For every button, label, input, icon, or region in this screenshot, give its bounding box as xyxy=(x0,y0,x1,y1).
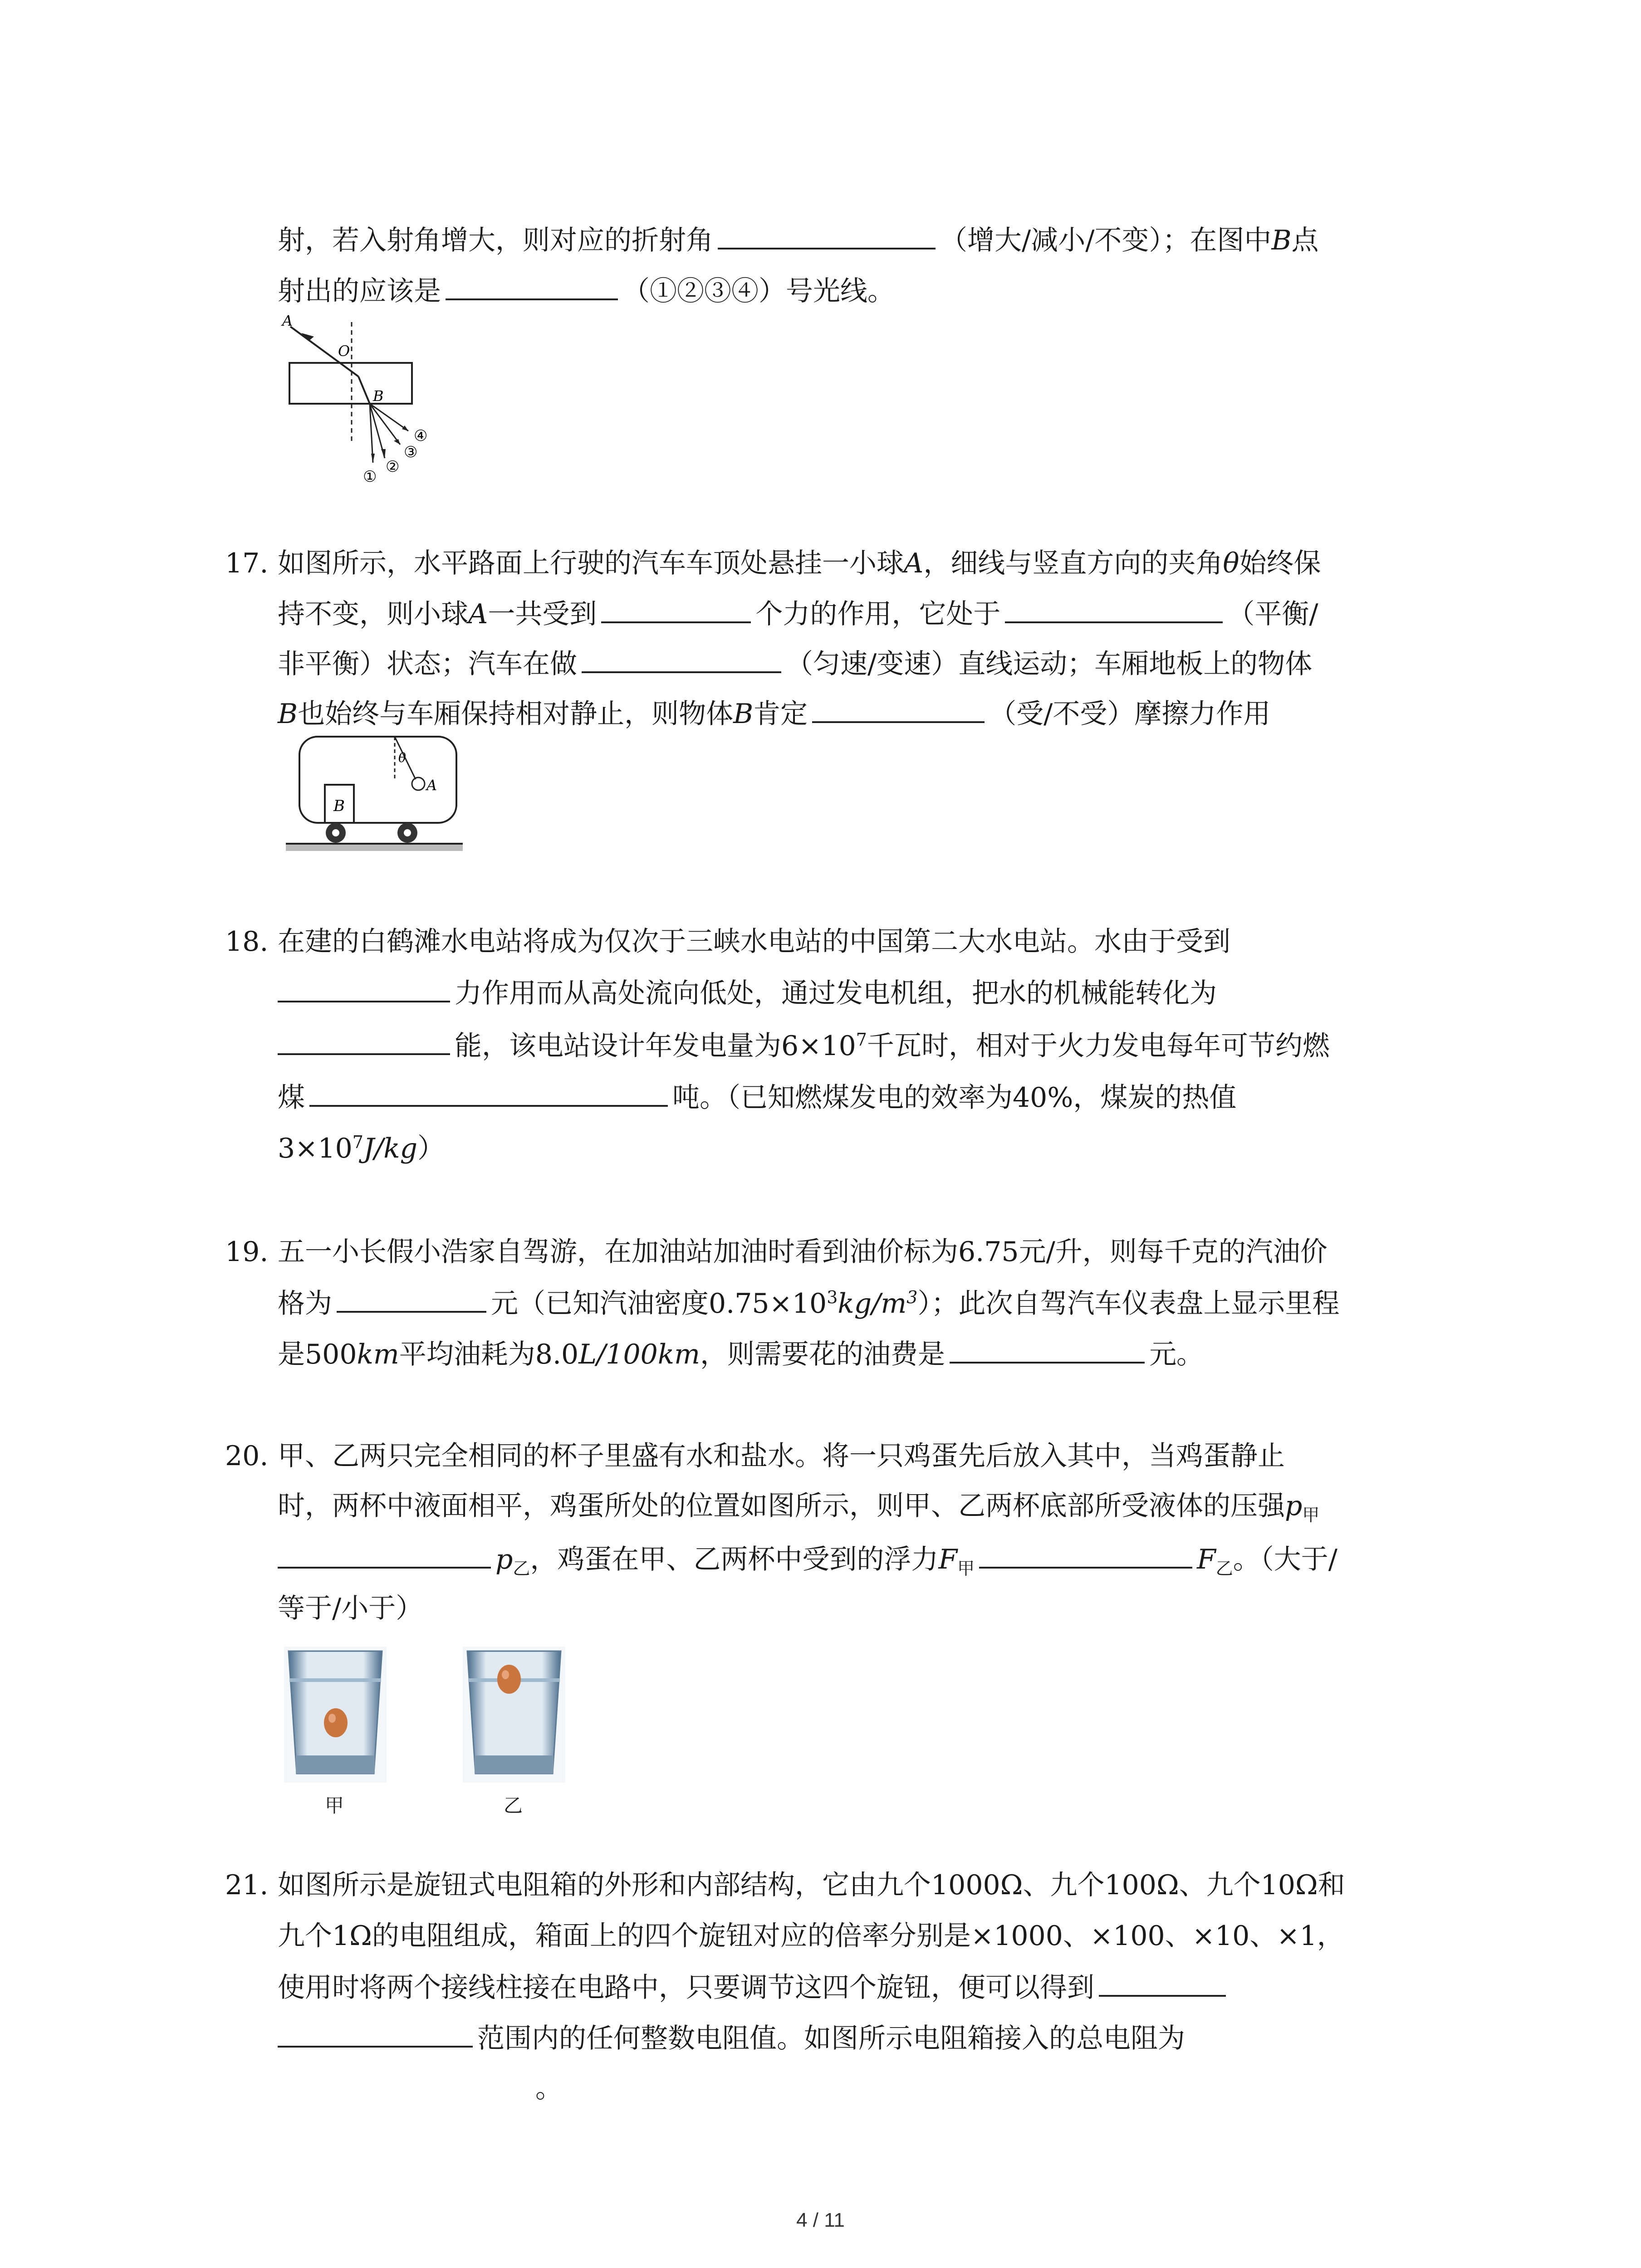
q20-blank-1[interactable] xyxy=(278,1540,491,1569)
q19-blank-1[interactable] xyxy=(337,1285,486,1313)
q18-line-5: $3\times 10^7J/kg$） xyxy=(278,1132,445,1164)
label-b: B xyxy=(373,387,384,405)
q18-line-1: 在建的白鹤滩水电站将成为仅次于三峡水电站的中国第二大水电站。水由于受到 xyxy=(278,926,1230,958)
cup-yi-figure xyxy=(462,1642,566,1783)
q19-blank-2[interactable] xyxy=(950,1335,1145,1364)
ray-2-label: ② xyxy=(386,458,400,476)
cup-yi-caption: 乙 xyxy=(504,1794,523,1817)
q17-line-1: 如图所示，水平路面上行驶的汽车车顶处悬挂一小球A，细线与竖直方向的夹角θ始终保 xyxy=(278,547,1321,579)
label-o: O xyxy=(338,342,350,360)
refraction-figure xyxy=(272,313,463,494)
q21-number: 21. xyxy=(225,1869,269,1901)
q19-line-1: 五一小长假小浩家自驾游，在加油站加油时看到油价标为6.75元/升，则每千克的汽油价 xyxy=(278,1236,1327,1268)
q18-blank-2[interactable] xyxy=(278,1027,450,1055)
q19-line-2: 格为 元（已知汽油密度$0.75\times 10^3kg/m^3$）；此次自驾汽车仪表盘上显示里程 xyxy=(278,1285,1339,1322)
q20-line-3: $p_乙$，鸡蛋在甲、乙两杯中受到的浮力$F_甲$ $F_乙$。（大于/ xyxy=(278,1540,1337,1578)
q16-line-2: 射出的应该是 （①②③④）号光线。 xyxy=(278,272,895,309)
q18-line-4: 煤 吨。（已知燃煤发电的效率为40%，煤炭的热值 xyxy=(278,1079,1236,1116)
q17-line-4: B也始终与车厢保持相对静止，则物体B肯定 （受/不受）摩擦力作用 xyxy=(278,695,1270,732)
page-number: 4 / 11 xyxy=(796,2209,845,2231)
q17-line-3: 非平衡）状态；汽车在做 （匀速/变速）直线运动；车厢地板上的物体 xyxy=(278,645,1312,682)
q16-blank-2[interactable] xyxy=(446,272,618,300)
q16-line-1: 射，若入射角增大，则对应的折射角 （增大/减小/不变）；在图中B点 xyxy=(278,221,1319,259)
q17-blank-4[interactable] xyxy=(812,695,985,723)
q21-blank-1[interactable] xyxy=(1099,1969,1226,1997)
ray-4-label: ④ xyxy=(414,427,428,445)
label-theta: θ xyxy=(398,750,406,765)
q17-blank-1[interactable] xyxy=(601,595,751,623)
cup-jia-caption: 甲 xyxy=(325,1794,344,1817)
q17-number: 17. xyxy=(225,547,269,579)
q17-blank-3[interactable] xyxy=(582,645,781,673)
car-figure xyxy=(281,730,472,866)
q16-blank-1[interactable] xyxy=(718,221,936,249)
q19-line-3: 是500km平均油耗为8.0L/100km，则需要花的油费是 元。 xyxy=(278,1335,1204,1373)
q18-blank-3[interactable] xyxy=(309,1079,668,1107)
q17-line-2: 持不变，则小球A一共受到 个力的作用，它处于 （平衡/ xyxy=(278,595,1318,632)
q20-line-1: 甲、乙两只完全相同的杯子里盛有水和盐水。将一只鸡蛋先后放入其中，当鸡蛋静止 xyxy=(278,1440,1285,1472)
q17-blank-2[interactable] xyxy=(1005,595,1223,623)
q20-number: 20. xyxy=(225,1440,269,1472)
q21-line-1: 如图所示是旋钮式电阻箱的外形和内部结构，它由九个1000Ω、九个100Ω、九个10Ω和 xyxy=(278,1869,1345,1901)
q20-line-4: 等于/小于） xyxy=(278,1593,423,1624)
label-block-b: B xyxy=(333,797,345,815)
label-a: A xyxy=(282,313,293,329)
q21-line-5: 。 xyxy=(535,2072,563,2104)
label-ball-a: A xyxy=(426,777,437,794)
q18-blank-1[interactable] xyxy=(278,974,450,1002)
q21-line-3: 使用时将两个接线柱接在电路中，只要调节这四个旋钮，便可以得到 xyxy=(278,1969,1230,2006)
q21-line-2: 九个1Ω的电阻组成，箱面上的四个旋钮对应的倍率分别是×1000、×100、×10、×1， xyxy=(278,1920,1344,1952)
cup-jia-figure xyxy=(283,1647,387,1783)
q18-line-2: 力作用而从高处流向低处，通过发电机组，把水的机械能转化为 xyxy=(278,974,1217,1012)
ray-3-label: ③ xyxy=(404,443,418,461)
q19-number: 19. xyxy=(225,1236,269,1268)
q20-blank-2[interactable] xyxy=(979,1540,1192,1569)
q21-blank-2[interactable] xyxy=(278,2019,473,2048)
q18-line-3: 能，该电站设计年发电量为$6\times 10^7$千瓦时，相对于火力发电每年可节约燃 xyxy=(278,1027,1330,1064)
q21-line-4: 范围内的任何整数电阻值。如图所示电阻箱接入的总电阻为 xyxy=(278,2019,1185,2057)
q20-line-2: 时，两杯中液面相平，鸡蛋所处的位置如图所示，则甲、乙两杯底部所受液体的压强$p_甲$ xyxy=(278,1490,1320,1525)
ray-1-label: ① xyxy=(363,468,377,486)
q18-number: 18. xyxy=(225,926,269,958)
